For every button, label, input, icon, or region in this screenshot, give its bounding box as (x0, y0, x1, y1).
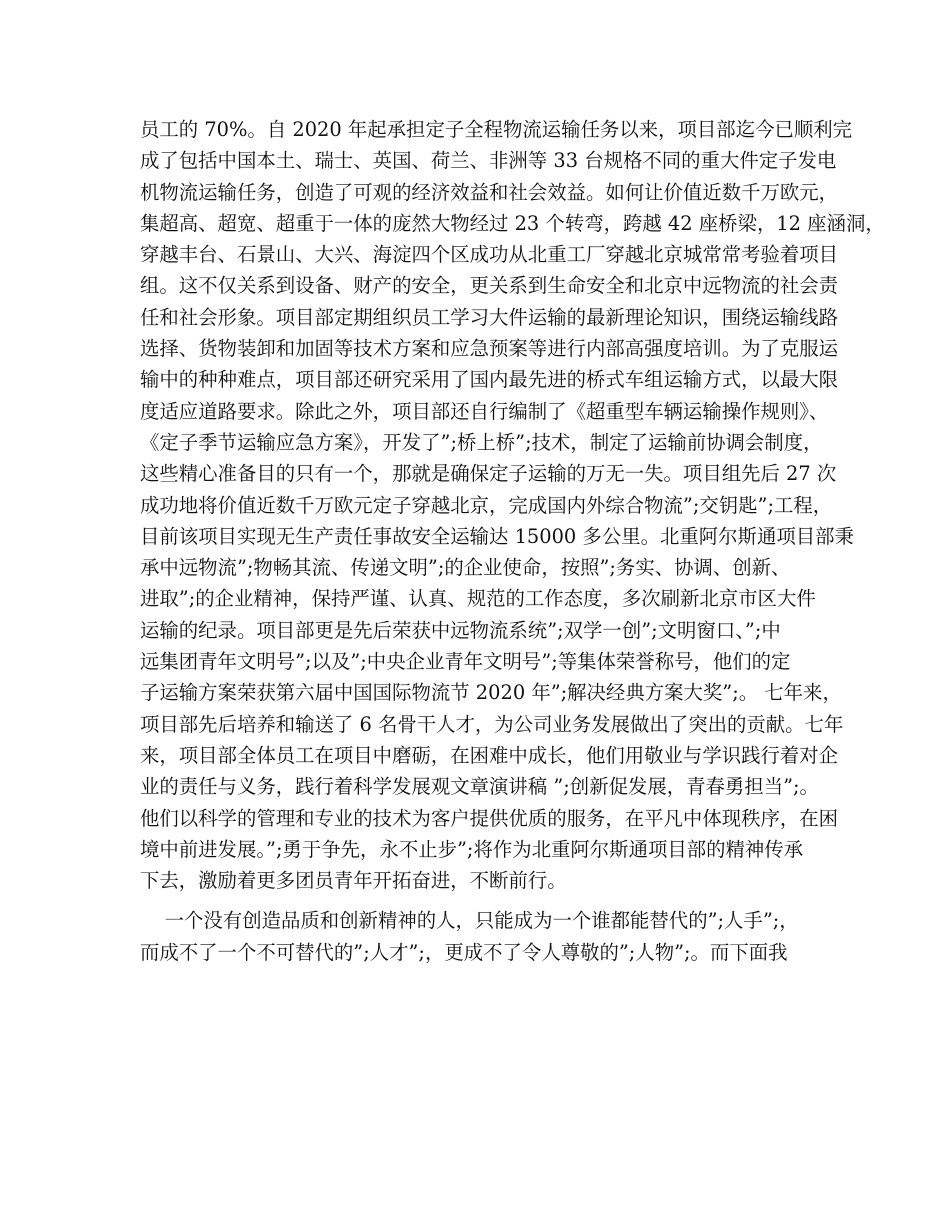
text-line: 《定子季节运输应急方案》，开发了”;桥上桥”;技术，制定了运输前协调会制度， (140, 430, 823, 454)
text-line: 来，项目部全体员工在项目中磨砺，在困难中成长，他们用敬业与学识践行着对企 (140, 743, 839, 767)
text-line: 运输的纪录。项目部更是先后荣获中远物流系统”;双学一创”;文明窗口、”;中 (140, 618, 781, 642)
text-line: 度适应道路要求。除此之外，项目部还自行编制了《超重型车辆运输操作规则》、 (140, 399, 829, 423)
text-line: 选择、货物装卸和加固等技术方案和应急预案等进行内部高强度培训。为了克服运 (140, 337, 839, 361)
text-line: 机物流运输任务，创造了可观的经济效益和社会效益。如何让价值近数千万欧元， (140, 180, 839, 204)
text-line: 这些精心准备目的只有一个，那就是确保定子运输的万无一失。项目组先后 27 次 (140, 462, 837, 486)
text-line: 成了包括中国本土、瑞士、英国、荷兰、非洲等 33 台规格不同的重大件定子发电 (140, 149, 837, 173)
text-line: 承中远物流”;物畅其流、传递文明”;的企业使命，按照”;务实、协调、创新、 (140, 556, 791, 580)
text-line: 集超高、超宽、超重于一体的庞然大物经过 23 个转弯，跨越 42 座桥梁，12 座涵洞， (140, 211, 885, 235)
text-line: 一个没有创造品质和创新精神的人，只能成为一个谁都能替代的”;人手”;， (140, 909, 799, 933)
text-line: 他们以科学的管理和专业的技术为客户提供优质的服务，在平凡中体现秩序，在困 (140, 806, 839, 830)
text-line: 员工的 70%。自 2020 年起承担定子全程物流运输任务以来，项目部迄今已顺利完 (140, 118, 853, 141)
text-line: 进取”;的企业精神，保持严谨、认真、规范的工作态度，多次刷新北京市区大件 (140, 587, 816, 611)
text-line: 业的责任与义务，践行着科学发展观文章演讲稿 ”;创新促发展，青春勇担当”;。 (140, 775, 819, 799)
text-line: 任和社会形象。项目部定期组织员工学习大件运输的最新理论知识，围绕运输线路 (140, 305, 839, 329)
text-line: 下去，激励着更多团员青年开拓奋进，不断前行。 (140, 869, 567, 893)
text-line: 穿越丰台、石景山、大兴、海淀四个区成功从北重工厂穿越北京城常常考验着项目 (140, 243, 839, 267)
text-line: 成功地将价值近数千万欧元定子穿越北京，完成国内外综合物流”;交钥匙”;工程， (140, 493, 833, 517)
text-line: 组。这不仅关系到设备、财产的安全，更关系到生命安全和北京中远物流的社会责 (140, 274, 839, 298)
text-line: 而成不了一个不可替代的”;人才”;，更成不了令人尊敬的”;人物”;。而下面我 (140, 940, 788, 964)
body-text (140, 114, 885, 968)
text-line: 输中的种种难点，项目部还研究采用了国内最先进的桥式车组运输方式，以最大限 (140, 368, 839, 392)
text-line: 境中前进发展。”;勇于争先，永不止步”;将作为北重阿尔斯通项目部的精神传承 (140, 837, 804, 861)
text-line: 远集团青年文明号”;以及”;中央企业青年文明号”;等集体荣誉称号，他们的定 (140, 650, 791, 674)
text-line: 目前该项目实现无生产责任事故安全运输达 15000 多公里。北重阿尔斯通项目部秉 (140, 524, 854, 548)
text-line: 子运输方案荣获第六届中国国际物流节 2020 年”;解决经典方案大奖”;。 七年来， (140, 681, 842, 705)
text-line: 项目部先后培养和输送了 6 名骨干人才，为公司业务发展做出了突出的贡献。七年 (140, 712, 844, 736)
